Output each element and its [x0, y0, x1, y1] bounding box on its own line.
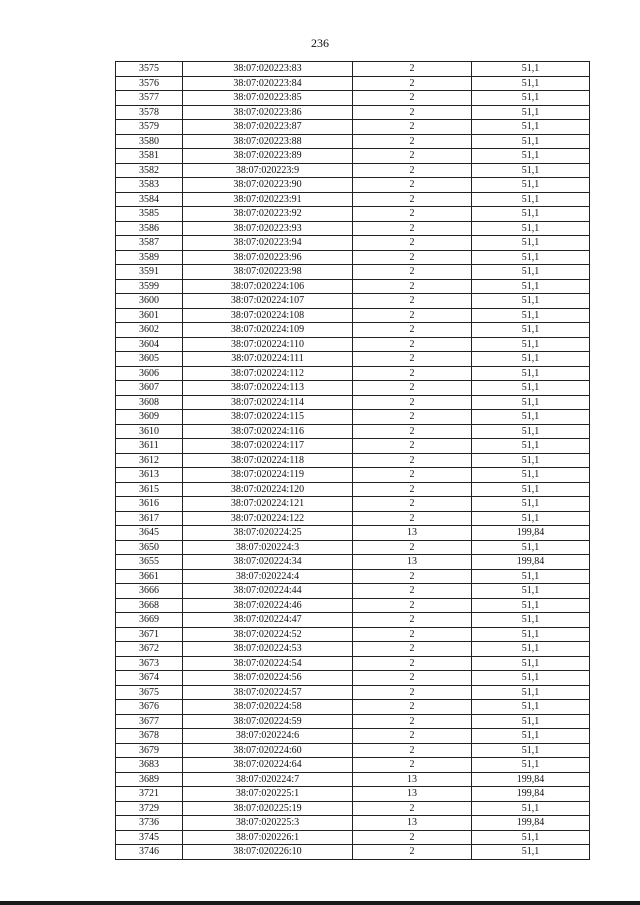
cadastral-number-cell: 38:07:020224:106	[183, 279, 353, 294]
area-cell: 51,1	[472, 743, 590, 758]
table-row	[116, 598, 590, 613]
count-cell: 2	[353, 714, 472, 729]
row-number-cell: 3611	[116, 439, 183, 454]
row-number-cell: 3616	[116, 497, 183, 512]
row-number-cell: 3580	[116, 134, 183, 149]
count-cell: 2	[353, 236, 472, 251]
table-row	[116, 279, 590, 294]
table-row	[116, 758, 590, 773]
table-row	[116, 192, 590, 207]
table-row	[116, 323, 590, 338]
table-row	[116, 453, 590, 468]
row-number-cell: 3689	[116, 772, 183, 787]
area-cell: 51,1	[472, 845, 590, 860]
area-cell: 51,1	[472, 76, 590, 91]
count-cell: 13	[353, 787, 472, 802]
cadastral-number-cell: 38:07:020224:122	[183, 511, 353, 526]
row-number-cell: 3675	[116, 685, 183, 700]
area-cell: 51,1	[472, 308, 590, 323]
row-number-cell: 3609	[116, 410, 183, 425]
count-cell: 2	[353, 105, 472, 120]
area-cell: 51,1	[472, 714, 590, 729]
table-row	[116, 76, 590, 91]
table-row	[116, 105, 590, 120]
table-row	[116, 714, 590, 729]
row-number-cell: 3610	[116, 424, 183, 439]
area-cell: 51,1	[472, 424, 590, 439]
row-number-cell: 3736	[116, 816, 183, 831]
area-cell: 51,1	[472, 381, 590, 396]
row-number-cell: 3601	[116, 308, 183, 323]
area-cell: 51,1	[472, 366, 590, 381]
table-row	[116, 337, 590, 352]
cadastral-number-cell: 38:07:020223:83	[183, 62, 353, 77]
cadastral-number-cell: 38:07:020226:1	[183, 830, 353, 845]
count-cell: 2	[353, 91, 472, 106]
area-cell: 51,1	[472, 439, 590, 454]
cadastral-number-cell: 38:07:020224:47	[183, 613, 353, 628]
table-row	[116, 787, 590, 802]
table-row	[116, 308, 590, 323]
area-cell: 51,1	[472, 221, 590, 236]
row-number-cell: 3669	[116, 613, 183, 628]
page-number: 236	[311, 36, 329, 50]
row-number-cell: 3606	[116, 366, 183, 381]
row-number-cell: 3671	[116, 627, 183, 642]
row-number-cell: 3579	[116, 120, 183, 135]
count-cell: 2	[353, 337, 472, 352]
count-cell: 2	[353, 642, 472, 657]
cadastral-number-cell: 38:07:020225:1	[183, 787, 353, 802]
table-row	[116, 439, 590, 454]
table-row	[116, 642, 590, 657]
row-number-cell: 3586	[116, 221, 183, 236]
count-cell: 2	[353, 279, 472, 294]
cadastral-number-cell: 38:07:020224:121	[183, 497, 353, 512]
table-row	[116, 540, 590, 555]
table-row	[116, 366, 590, 381]
row-number-cell: 3676	[116, 700, 183, 715]
area-cell: 51,1	[472, 497, 590, 512]
table-row	[116, 801, 590, 816]
table-row	[116, 91, 590, 106]
cadastral-number-cell: 38:07:020224:58	[183, 700, 353, 715]
area-cell: 51,1	[472, 395, 590, 410]
row-number-cell: 3666	[116, 584, 183, 599]
count-cell: 2	[353, 598, 472, 613]
count-cell: 2	[353, 497, 472, 512]
cadastral-number-cell: 38:07:020223:87	[183, 120, 353, 135]
row-number-cell: 3721	[116, 787, 183, 802]
table-row	[116, 352, 590, 367]
count-cell: 13	[353, 772, 472, 787]
row-number-cell: 3678	[116, 729, 183, 744]
count-cell: 2	[353, 685, 472, 700]
row-number-cell: 3600	[116, 294, 183, 309]
row-number-cell: 3746	[116, 845, 183, 860]
table-row	[116, 62, 590, 77]
area-cell: 51,1	[472, 178, 590, 193]
count-cell: 2	[353, 511, 472, 526]
cadastral-number-cell: 38:07:020224:56	[183, 671, 353, 686]
cadastral-number-cell: 38:07:020224:107	[183, 294, 353, 309]
cadastral-number-cell: 38:07:020223:88	[183, 134, 353, 149]
count-cell: 2	[353, 700, 472, 715]
row-number-cell: 3591	[116, 265, 183, 280]
cadastral-number-cell: 38:07:020223:9	[183, 163, 353, 178]
row-number-cell: 3587	[116, 236, 183, 251]
table-row	[116, 149, 590, 164]
count-cell: 2	[353, 178, 472, 193]
area-cell: 51,1	[472, 584, 590, 599]
count-cell: 2	[353, 62, 472, 77]
cadastral-number-cell: 38:07:020223:92	[183, 207, 353, 222]
table-row	[116, 845, 590, 860]
count-cell: 2	[353, 845, 472, 860]
cadastral-number-cell: 38:07:020224:112	[183, 366, 353, 381]
row-number-cell: 3576	[116, 76, 183, 91]
row-number-cell: 3668	[116, 598, 183, 613]
cadastral-number-cell: 38:07:020224:116	[183, 424, 353, 439]
scan-edge	[0, 901, 640, 905]
row-number-cell: 3585	[116, 207, 183, 222]
cadastral-number-cell: 38:07:020224:46	[183, 598, 353, 613]
row-number-cell: 3582	[116, 163, 183, 178]
cadastral-number-cell: 38:07:020224:64	[183, 758, 353, 773]
count-cell: 2	[353, 627, 472, 642]
table-row	[116, 627, 590, 642]
row-number-cell: 3577	[116, 91, 183, 106]
table-row	[116, 497, 590, 512]
table-row	[116, 816, 590, 831]
area-cell: 51,1	[472, 192, 590, 207]
area-cell: 51,1	[472, 134, 590, 149]
cadastral-number-cell: 38:07:020224:4	[183, 569, 353, 584]
table-row	[116, 656, 590, 671]
count-cell: 2	[353, 207, 472, 222]
row-number-cell: 3599	[116, 279, 183, 294]
cadastral-number-cell: 38:07:020223:89	[183, 149, 353, 164]
cadastral-number-cell: 38:07:020224:52	[183, 627, 353, 642]
row-number-cell: 3615	[116, 482, 183, 497]
table-row	[116, 526, 590, 541]
area-cell: 51,1	[472, 671, 590, 686]
area-cell: 51,1	[472, 801, 590, 816]
count-cell: 2	[353, 410, 472, 425]
cadastral-number-cell: 38:07:020223:86	[183, 105, 353, 120]
area-cell: 51,1	[472, 482, 590, 497]
table-row	[116, 685, 590, 700]
count-cell: 2	[353, 439, 472, 454]
count-cell: 2	[353, 76, 472, 91]
row-number-cell: 3602	[116, 323, 183, 338]
area-cell: 51,1	[472, 540, 590, 555]
area-cell: 51,1	[472, 163, 590, 178]
area-cell: 51,1	[472, 352, 590, 367]
cadastral-number-cell: 38:07:020223:91	[183, 192, 353, 207]
row-number-cell: 3608	[116, 395, 183, 410]
table-row	[116, 163, 590, 178]
cadastral-number-cell: 38:07:020223:90	[183, 178, 353, 193]
area-cell: 199,84	[472, 816, 590, 831]
area-cell: 51,1	[472, 250, 590, 265]
row-number-cell: 3605	[116, 352, 183, 367]
cadastral-number-cell: 38:07:020224:60	[183, 743, 353, 758]
cadastral-number-cell: 38:07:020223:93	[183, 221, 353, 236]
cadastral-number-cell: 38:07:020224:34	[183, 555, 353, 570]
count-cell: 2	[353, 584, 472, 599]
area-cell: 51,1	[472, 105, 590, 120]
area-cell: 51,1	[472, 279, 590, 294]
area-cell: 51,1	[472, 265, 590, 280]
count-cell: 2	[353, 308, 472, 323]
area-cell: 51,1	[472, 598, 590, 613]
count-cell: 2	[353, 265, 472, 280]
area-cell: 51,1	[472, 700, 590, 715]
area-cell: 51,1	[472, 511, 590, 526]
row-number-cell: 3607	[116, 381, 183, 396]
cadastral-number-cell: 38:07:020223:94	[183, 236, 353, 251]
table-row	[116, 294, 590, 309]
cadastral-number-cell: 38:07:020223:98	[183, 265, 353, 280]
cadastral-number-cell: 38:07:020225:3	[183, 816, 353, 831]
row-number-cell: 3674	[116, 671, 183, 686]
table-row	[116, 250, 590, 265]
table-row	[116, 221, 590, 236]
table-row	[116, 743, 590, 758]
row-number-cell: 3617	[116, 511, 183, 526]
cadastral-number-cell: 38:07:020224:120	[183, 482, 353, 497]
cadastral-number-cell: 38:07:020224:115	[183, 410, 353, 425]
area-cell: 51,1	[472, 323, 590, 338]
area-cell: 51,1	[472, 830, 590, 845]
cadastral-number-cell: 38:07:020224:109	[183, 323, 353, 338]
count-cell: 2	[353, 323, 472, 338]
row-number-cell: 3584	[116, 192, 183, 207]
cadastral-number-cell: 38:07:020224:44	[183, 584, 353, 599]
count-cell: 2	[353, 149, 472, 164]
count-cell: 2	[353, 729, 472, 744]
count-cell: 2	[353, 395, 472, 410]
count-cell: 2	[353, 250, 472, 265]
area-cell: 51,1	[472, 656, 590, 671]
row-number-cell: 3604	[116, 337, 183, 352]
table-row	[116, 482, 590, 497]
cadastral-number-cell: 38:07:020224:119	[183, 468, 353, 483]
count-cell: 2	[353, 613, 472, 628]
table-row	[116, 178, 590, 193]
count-cell: 2	[353, 294, 472, 309]
row-number-cell: 3729	[116, 801, 183, 816]
row-number-cell: 3650	[116, 540, 183, 555]
count-cell: 2	[353, 134, 472, 149]
area-cell: 51,1	[472, 337, 590, 352]
count-cell: 2	[353, 366, 472, 381]
count-cell: 2	[353, 743, 472, 758]
cadastral-number-cell: 38:07:020224:6	[183, 729, 353, 744]
area-cell: 51,1	[472, 62, 590, 77]
row-number-cell: 3578	[116, 105, 183, 120]
row-number-cell: 3683	[116, 758, 183, 773]
area-cell: 199,84	[472, 787, 590, 802]
table-row	[116, 395, 590, 410]
count-cell: 2	[353, 221, 472, 236]
cadastral-number-cell: 38:07:020224:59	[183, 714, 353, 729]
cadastral-number-cell: 38:07:020223:84	[183, 76, 353, 91]
area-cell: 51,1	[472, 410, 590, 425]
count-cell: 2	[353, 482, 472, 497]
count-cell: 2	[353, 468, 472, 483]
count-cell: 2	[353, 758, 472, 773]
row-number-cell: 3645	[116, 526, 183, 541]
count-cell: 13	[353, 555, 472, 570]
table-row	[116, 468, 590, 483]
count-cell: 2	[353, 540, 472, 555]
area-cell: 51,1	[472, 468, 590, 483]
table-row	[116, 511, 590, 526]
row-number-cell: 3575	[116, 62, 183, 77]
cadastral-number-cell: 38:07:020224:117	[183, 439, 353, 454]
cadastral-number-cell: 38:07:020224:7	[183, 772, 353, 787]
cadastral-number-cell: 38:07:020226:10	[183, 845, 353, 860]
area-cell: 51,1	[472, 207, 590, 222]
count-cell: 13	[353, 526, 472, 541]
table-row	[116, 410, 590, 425]
table-row	[116, 120, 590, 135]
row-number-cell: 3661	[116, 569, 183, 584]
row-number-cell: 3745	[116, 830, 183, 845]
count-cell: 2	[353, 424, 472, 439]
table-row	[116, 729, 590, 744]
count-cell: 2	[353, 120, 472, 135]
count-cell: 2	[353, 352, 472, 367]
count-cell: 2	[353, 801, 472, 816]
cadastral-number-cell: 38:07:020224:108	[183, 308, 353, 323]
count-cell: 13	[353, 816, 472, 831]
cadastral-number-cell: 38:07:020224:113	[183, 381, 353, 396]
row-number-cell: 3583	[116, 178, 183, 193]
cadastral-number-cell: 38:07:020224:110	[183, 337, 353, 352]
table-row	[116, 381, 590, 396]
table-row	[116, 424, 590, 439]
count-cell: 2	[353, 163, 472, 178]
cadastral-number-cell: 38:07:020224:25	[183, 526, 353, 541]
table-row	[116, 772, 590, 787]
count-cell: 2	[353, 656, 472, 671]
table-row	[116, 613, 590, 628]
area-cell: 199,84	[472, 526, 590, 541]
cadastral-number-cell: 38:07:020224:118	[183, 453, 353, 468]
row-number-cell: 3581	[116, 149, 183, 164]
count-cell: 2	[353, 671, 472, 686]
table-row	[116, 236, 590, 251]
area-cell: 199,84	[472, 555, 590, 570]
cadastral-number-cell: 38:07:020224:54	[183, 656, 353, 671]
row-number-cell: 3673	[116, 656, 183, 671]
count-cell: 2	[353, 830, 472, 845]
area-cell: 199,84	[472, 772, 590, 787]
table-row	[116, 265, 590, 280]
area-cell: 51,1	[472, 758, 590, 773]
registry-table-body	[116, 62, 590, 860]
table-row	[116, 207, 590, 222]
cadastral-number-cell: 38:07:020224:3	[183, 540, 353, 555]
area-cell: 51,1	[472, 627, 590, 642]
cadastral-number-cell: 38:07:020223:85	[183, 91, 353, 106]
count-cell: 2	[353, 453, 472, 468]
table-row	[116, 830, 590, 845]
area-cell: 51,1	[472, 453, 590, 468]
area-cell: 51,1	[472, 149, 590, 164]
area-cell: 51,1	[472, 91, 590, 106]
count-cell: 2	[353, 381, 472, 396]
cadastral-number-cell: 38:07:020225:19	[183, 801, 353, 816]
area-cell: 51,1	[472, 685, 590, 700]
count-cell: 2	[353, 569, 472, 584]
row-number-cell: 3589	[116, 250, 183, 265]
row-number-cell: 3672	[116, 642, 183, 657]
row-number-cell: 3655	[116, 555, 183, 570]
table-row	[116, 555, 590, 570]
table-row	[116, 700, 590, 715]
registry-table	[115, 61, 590, 860]
cadastral-number-cell: 38:07:020224:114	[183, 395, 353, 410]
area-cell: 51,1	[472, 294, 590, 309]
area-cell: 51,1	[472, 120, 590, 135]
table-row	[116, 671, 590, 686]
cadastral-number-cell: 38:07:020223:96	[183, 250, 353, 265]
row-number-cell: 3677	[116, 714, 183, 729]
area-cell: 51,1	[472, 613, 590, 628]
cadastral-number-cell: 38:07:020224:111	[183, 352, 353, 367]
row-number-cell: 3612	[116, 453, 183, 468]
cadastral-number-cell: 38:07:020224:53	[183, 642, 353, 657]
area-cell: 51,1	[472, 729, 590, 744]
table-row	[116, 134, 590, 149]
area-cell: 51,1	[472, 642, 590, 657]
area-cell: 51,1	[472, 569, 590, 584]
table-row	[116, 569, 590, 584]
cadastral-number-cell: 38:07:020224:57	[183, 685, 353, 700]
count-cell: 2	[353, 192, 472, 207]
row-number-cell: 3679	[116, 743, 183, 758]
table-row	[116, 584, 590, 599]
area-cell: 51,1	[472, 236, 590, 251]
row-number-cell: 3613	[116, 468, 183, 483]
